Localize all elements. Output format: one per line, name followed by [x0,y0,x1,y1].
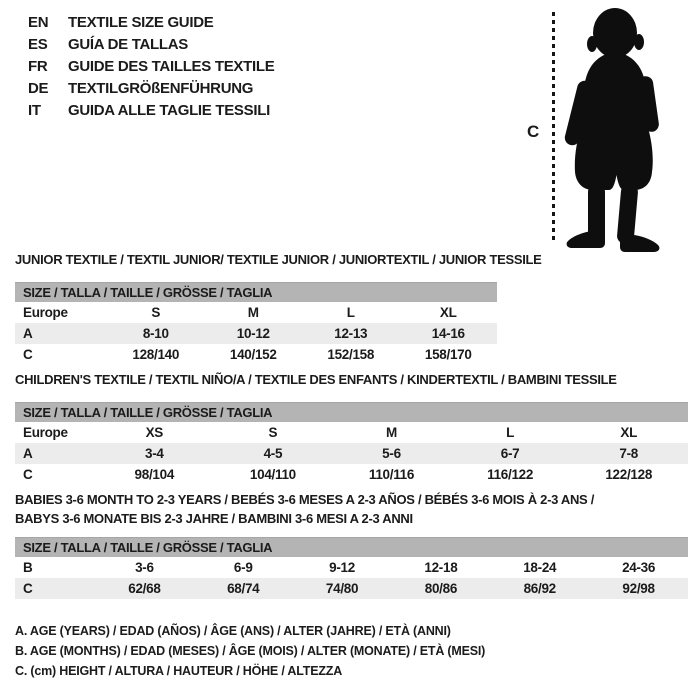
size-header-band: SIZE / TALLA / TAILLE / GRÖSSE / TAGLIA [15,402,688,422]
language-label: GUIDA ALLE TAGLIE TESSILI [68,102,270,119]
value-cell: 18-24 [523,560,557,575]
section-title-line1: BABIES 3-6 MONTH TO 2-3 YEARS / BEBÉS 3-6 MESES A 2-3 AÑOS / BÉBÉS 3-6 MOIS À 2-3 ANS / [15,492,595,507]
toddler-silhouette-icon [562,6,664,252]
size-cell: M [247,305,259,320]
row-label-cell: A [23,326,33,341]
value-cell: 3-4 [144,446,164,461]
value-cell: 6-9 [233,560,253,575]
value-cell: 14-16 [431,326,465,341]
row-label-cell: C [23,581,33,596]
size-header-band: SIZE / TALLA / TAILLE / GRÖSSE / TAGLIA [15,282,497,302]
footnotes [15,621,485,681]
value-cell: 128/140 [132,347,180,362]
value-cell: 74/80 [325,581,359,596]
value-cell: 140/152 [229,347,277,362]
value-cell: 110/116 [368,467,415,482]
value-cell: 98/104 [134,467,175,482]
value-cell: 4-5 [263,446,283,461]
language-code: EN [28,14,49,31]
section-childrens-textile [15,370,688,485]
table-row [15,557,688,578]
language-row-en [28,12,274,34]
language-row-it [28,100,274,122]
value-cell: 6-7 [500,446,520,461]
size-header-band: SIZE / TALLA / TAILLE / GRÖSSE / TAGLIA [15,537,688,557]
language-label: TEXTILGRÖßENFÜHRUNG [68,80,254,97]
language-label: TEXTILE SIZE GUIDE [68,14,214,31]
table-row [15,578,688,599]
size-cell: S [151,305,161,320]
section-babies-textile [15,490,688,599]
language-code: DE [28,80,49,97]
value-cell: 152/158 [327,347,375,362]
language-code: FR [28,58,48,75]
language-row-fr [28,56,274,78]
row-label-cell: B [23,560,33,575]
value-cell: 8-10 [142,326,169,341]
table-row [15,422,688,443]
size-cell: S [268,425,278,440]
language-row-de [28,78,274,100]
language-label: GUIDE DES TAILLES TEXTILE [68,58,275,75]
table-row [15,464,688,485]
height-measure-dashed-line [552,12,555,244]
value-cell: 9-12 [329,560,355,575]
footnote-c: C. (cm) HEIGHT / ALTURA / HAUTEUR / HÖHE / ALTEZZA [15,664,343,678]
language-row-es [28,34,274,56]
value-cell: 12-13 [334,326,368,341]
row-label-cell: Europe [23,425,68,440]
language-list [28,12,274,122]
footnote-b: B. AGE (MONTHS) / EDAD (MESES) / ÂGE (MOIS) / ALTER (MONATE) / ETÀ (MESI) [15,644,486,658]
table-row [15,344,497,365]
footnote-a: A. AGE (YEARS) / EDAD (AÑOS) / ÂGE (ANS) / ALTER (JAHRE) / ETÀ (ANNI) [15,624,451,638]
babies-size-table [15,537,688,599]
size-cell: XS [145,425,163,440]
section-title: CHILDREN'S TEXTILE / TEXTIL NIÑO/A / TEXTILE DES ENFANTS / KINDERTEXTIL / BAMBINI TESSILE [15,372,617,387]
row-label-cell: A [23,446,33,461]
value-cell: 122/128 [605,467,653,482]
value-cell: 5-6 [382,446,401,461]
size-cell: L [506,425,515,440]
value-cell: 86/92 [523,581,556,596]
value-cell: 116/122 [487,467,534,482]
value-cell: 3-6 [135,560,154,575]
table-row [15,443,688,464]
value-cell: 104/110 [249,467,296,482]
size-cell: M [386,425,397,440]
value-cell: 68/74 [227,581,260,596]
value-cell: 62/68 [128,581,161,596]
value-cell: 92/98 [622,581,655,596]
value-cell: 10-12 [236,326,270,341]
size-cell: L [346,305,355,320]
size-cell: XL [620,425,638,440]
language-code: ES [28,36,48,53]
size-cell: XL [439,305,457,320]
value-cell: 80/86 [424,581,458,596]
value-cell: 24-36 [622,560,656,575]
language-code: IT [28,102,41,119]
value-cell: 7-8 [619,446,638,461]
table-row [15,323,497,344]
value-cell: 12-18 [424,560,458,575]
height-measure-label: C [527,122,540,141]
section-junior-textile [15,250,542,365]
language-label: GUÍA DE TALLAS [68,36,188,53]
section-title: JUNIOR TEXTILE / TEXTIL JUNIOR/ TEXTILE JUNIOR / JUNIORTEXTIL / JUNIOR TESSILE [15,252,542,267]
value-cell: 158/170 [424,347,472,362]
row-label-cell: Europe [23,305,68,320]
row-label-cell: C [23,347,33,362]
table-row [15,302,497,323]
row-label-cell: C [23,467,33,482]
childrens-size-table [15,402,688,485]
junior-size-table [15,282,497,365]
section-title-line2: BABYS 3-6 MONATE BIS 2-3 JAHRE / BAMBINI 3-6 MESI A 2-3 ANNI [15,511,413,526]
